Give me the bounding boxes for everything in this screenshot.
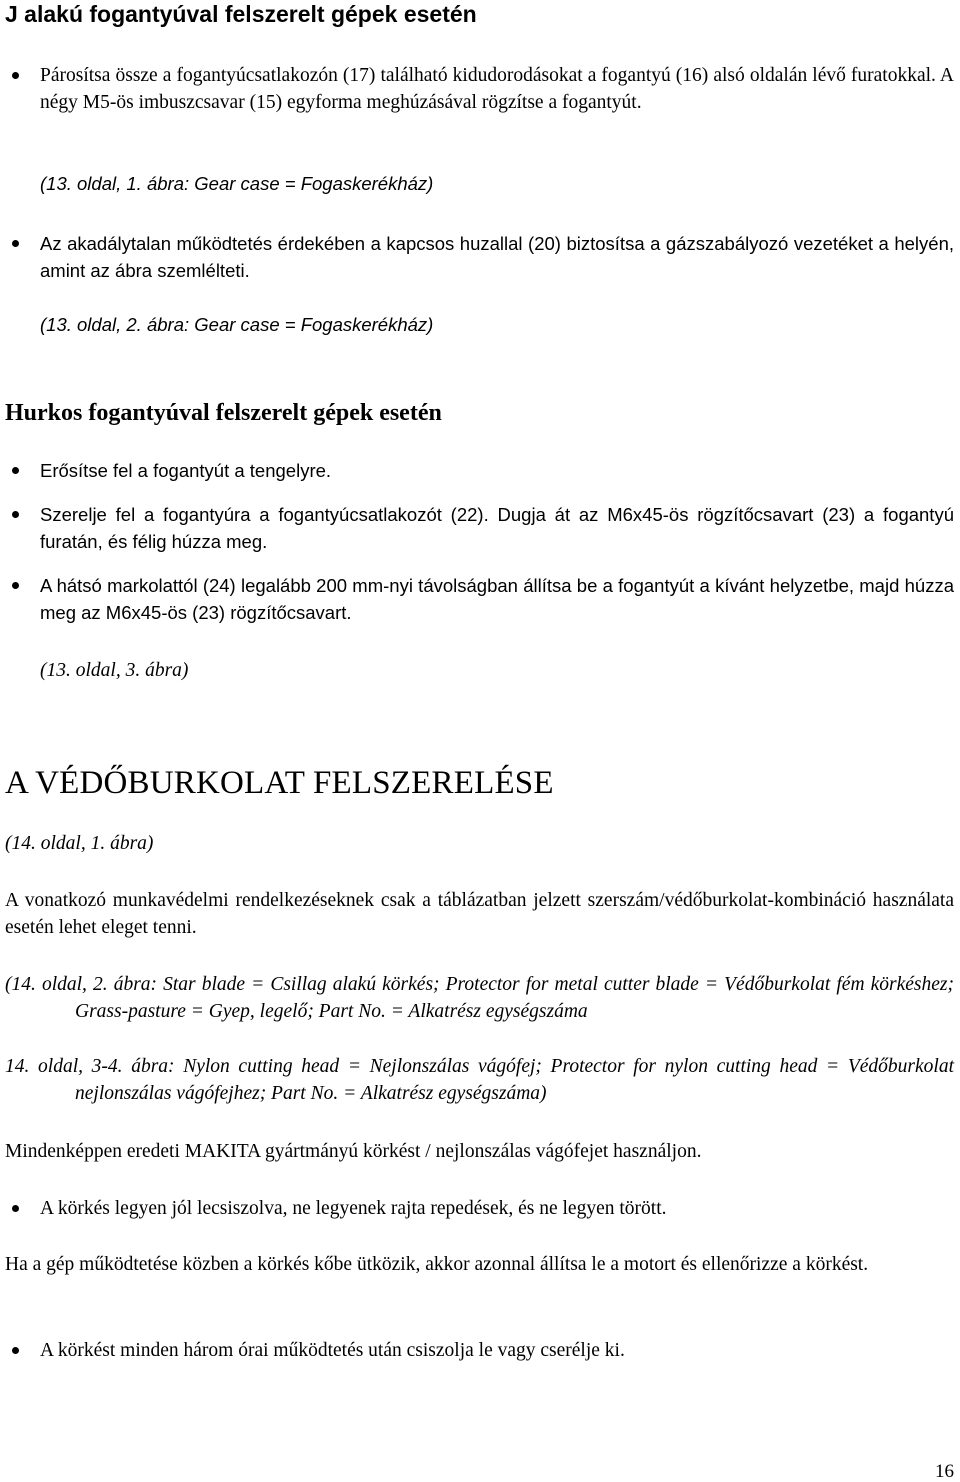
page-number: 16	[935, 1461, 954, 1482]
figure-reference: (14. oldal, 2. ábra: Star blade = Csillag alakú körkés; Protector for metal cutter blade = Védőburkolat fém körkéshez; Grass-pasture = Gyep, legelő; Part No. = Alkatrész egységszáma	[5, 974, 954, 1022]
bullet-item	[40, 457, 954, 484]
bullet-item	[40, 572, 954, 626]
figure-reference: (13. oldal, 2. ábra: Gear case = Fogaskerékház)	[40, 314, 434, 335]
bullet-text: A hátsó markolattól (24) legalább 200 mm-nyi távolságban állítsa be a fogantyút a kívánt helyzetbe, majd húzza meg az M6x45-ös (23) rögzítőcsavart.	[40, 575, 954, 623]
heading-loop-handle: Hurkos fogantyúval felszerelt gépek esetén	[5, 400, 442, 426]
figure-reference: (13. oldal, 3. ábra)	[40, 660, 189, 681]
bullet-item	[40, 1337, 954, 1364]
heading-j-handle: J alakú fogantyúval felszerelt gépek esetén	[5, 1, 477, 27]
stone-paragraph: Ha a gép működtetése közben a körkés kőbe ütközik, akkor azonnal állítsa le a motort és ellenőrizze a körkést.	[5, 1254, 869, 1275]
makita-paragraph: Mindenképpen eredeti MAKITA gyártmányú körkést / nejlonszálas vágófejet használjon.	[5, 1141, 702, 1162]
figure-reference: 14. oldal, 3-4. ábra: Nylon cutting head = Nejlonszálas vágófej; Protector for nylon cutting head = Védőburkolat nejlonszálas vágófejhez; Part No. = Alkatrész egységszáma)	[5, 1056, 954, 1104]
bullet-icon	[6, 501, 26, 528]
bullet-text: Az akadálytalan működtetés érdekében a kapcsos huzallal (20) biztosítsa a gázszabályozó vezetéket a helyén, amint az ábra szemlélteti.	[40, 233, 954, 281]
bullet-item	[40, 230, 954, 284]
bullet-text: Párosítsa össze a fogantyúcsatlakozón (17) található kidudorodásokat a fogantyú (16) alsó oldalán lévő furatokkal. A négy M5-ös imbuszcsavar (15) egyforma meghúzásával rögzítse a fogantyút.	[40, 65, 954, 113]
bullet-text: Erősítse fel a fogantyút a tengelyre.	[40, 460, 332, 481]
bullet-item	[40, 62, 954, 116]
bullet-item	[40, 501, 954, 555]
bullet-text: A körkést minden három órai működtetés után csiszolja le vagy cserélje ki.	[40, 1340, 625, 1361]
bullet-text: Szerelje fel a fogantyúra a fogantyúcsatlakozót (22). Dugja át az M6x45-ös rögzítőcsavart (23) a fogantyú furatán, és félig húzza meg.	[40, 504, 954, 552]
figure-reference: (14. oldal, 1. ábra)	[5, 833, 154, 854]
bullet-icon	[6, 1337, 26, 1364]
bullet-icon	[6, 1195, 26, 1222]
bullet-item	[40, 1195, 954, 1222]
bullet-icon	[6, 62, 26, 89]
bullet-icon	[6, 572, 26, 599]
bullet-icon	[6, 230, 26, 257]
figure-reference: (13. oldal, 1. ábra: Gear case = Fogaskerékház)	[40, 173, 434, 194]
heading-guard: A VÉDŐBURKOLAT FELSZERELÉSE	[5, 765, 554, 801]
guard-paragraph: A vonatkozó munkavédelmi rendelkezéseknek csak a táblázatban jelzett szerszám/védőburkolat-kombináció használata esetén lehet eleget tenni.	[5, 890, 954, 938]
bullet-text: A körkés legyen jól lecsiszolva, ne legyenek rajta repedések, és ne legyen törött.	[40, 1198, 667, 1219]
bullet-icon	[6, 457, 26, 484]
